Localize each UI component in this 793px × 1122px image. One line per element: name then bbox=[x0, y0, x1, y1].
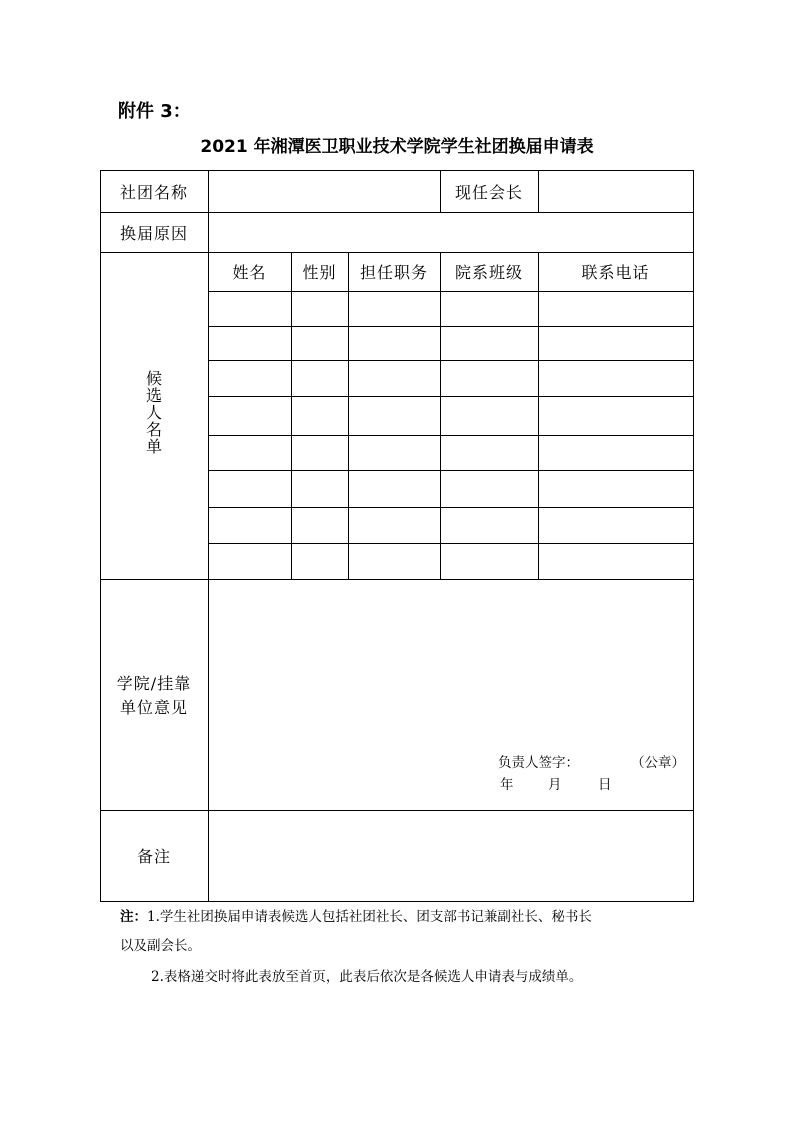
candidates-label-char: 单 bbox=[145, 437, 162, 456]
candidate-gender-cell[interactable] bbox=[292, 508, 348, 543]
college-opinion-label bbox=[100, 672, 208, 720]
change-reason-field[interactable] bbox=[209, 213, 693, 252]
candidate-position-cell[interactable] bbox=[349, 544, 440, 579]
candidate-class-cell[interactable] bbox=[441, 436, 538, 470]
candidates-label-char: 名 bbox=[145, 420, 162, 439]
header-position: 担任职务 bbox=[359, 263, 428, 282]
candidate-gender-cell[interactable] bbox=[292, 292, 348, 326]
change-reason-label: 换届原因 bbox=[119, 223, 188, 243]
candidate-name-cell[interactable] bbox=[209, 471, 291, 507]
candidate-position-cell[interactable] bbox=[349, 508, 440, 543]
candidate-phone-cell[interactable] bbox=[539, 471, 693, 507]
current-president-label: 现任会长 bbox=[454, 182, 523, 202]
candidates-label-char: 人 bbox=[145, 403, 162, 422]
candidate-phone-cell[interactable] bbox=[539, 436, 693, 470]
application-form bbox=[100, 170, 694, 902]
attachment-label: 附件 3： bbox=[118, 101, 191, 122]
note-1-line-2: 以及副会长。 bbox=[120, 938, 201, 954]
candidate-gender-cell[interactable] bbox=[292, 397, 348, 435]
candidate-name-cell[interactable] bbox=[209, 292, 291, 326]
note-2: 2.表格递交时将此表放至首页，此表后依次是各候选人申请表与成绩单。 bbox=[151, 969, 583, 985]
date-day-label: 日 bbox=[598, 777, 612, 793]
candidate-phone-cell[interactable] bbox=[539, 397, 693, 435]
candidate-position-cell[interactable] bbox=[349, 471, 440, 507]
candidate-name-cell[interactable] bbox=[209, 361, 291, 396]
candidate-class-cell[interactable] bbox=[441, 327, 538, 360]
candidate-class-cell[interactable] bbox=[441, 361, 538, 396]
header-department-class: 院系班级 bbox=[454, 263, 523, 282]
college-opinion-field[interactable] bbox=[209, 580, 693, 810]
candidate-gender-cell[interactable] bbox=[292, 327, 348, 360]
candidate-phone-cell[interactable] bbox=[539, 327, 693, 360]
candidate-gender-cell[interactable] bbox=[292, 544, 348, 579]
candidate-name-cell[interactable] bbox=[209, 397, 291, 435]
candidate-name-cell[interactable] bbox=[209, 544, 291, 579]
header-name: 姓名 bbox=[232, 263, 267, 282]
candidate-phone-cell[interactable] bbox=[539, 544, 693, 579]
current-president-field[interactable] bbox=[539, 171, 693, 212]
signature-label: 负责人签字： bbox=[498, 755, 579, 771]
candidate-position-cell[interactable] bbox=[349, 327, 440, 360]
club-name-label: 社团名称 bbox=[119, 182, 188, 202]
candidate-phone-cell[interactable] bbox=[539, 361, 693, 396]
seal-label: （公章） bbox=[631, 755, 685, 771]
candidate-class-cell[interactable] bbox=[441, 508, 538, 543]
candidates-label-char: 选 bbox=[145, 386, 162, 405]
date-month-label: 月 bbox=[548, 777, 562, 793]
candidate-gender-cell[interactable] bbox=[292, 471, 348, 507]
date-year-label: 年 bbox=[500, 777, 514, 793]
note-prefix: 注： bbox=[120, 909, 147, 925]
header-phone: 联系电话 bbox=[581, 263, 650, 282]
candidates-label bbox=[100, 370, 208, 455]
candidates-label-char: 候 bbox=[145, 369, 162, 388]
note-1-line-1 bbox=[120, 905, 592, 925]
candidate-gender-cell[interactable] bbox=[292, 361, 348, 396]
club-name-field[interactable] bbox=[209, 171, 440, 212]
candidate-phone-cell[interactable] bbox=[539, 292, 693, 326]
candidate-phone-cell[interactable] bbox=[539, 508, 693, 543]
candidate-position-cell[interactable] bbox=[349, 436, 440, 470]
header-gender: 性别 bbox=[302, 263, 337, 282]
candidate-name-cell[interactable] bbox=[209, 327, 291, 360]
candidate-gender-cell[interactable] bbox=[292, 436, 348, 470]
candidate-class-cell[interactable] bbox=[441, 544, 538, 579]
candidate-name-cell[interactable] bbox=[209, 508, 291, 543]
candidate-position-cell[interactable] bbox=[349, 292, 440, 326]
remarks-label: 备注 bbox=[136, 847, 171, 866]
candidate-position-cell[interactable] bbox=[349, 397, 440, 435]
candidate-class-cell[interactable] bbox=[441, 397, 538, 435]
candidate-class-cell[interactable] bbox=[441, 471, 538, 507]
college-opinion-label-line1: 学院/挂靠 bbox=[116, 674, 192, 693]
form-title: 2021 年湘潭医卫职业技术学院学生社团换届申请表 bbox=[200, 137, 594, 157]
college-opinion-label-line2: 单位意见 bbox=[119, 698, 188, 717]
candidate-class-cell[interactable] bbox=[441, 292, 538, 326]
candidate-name-cell[interactable] bbox=[209, 436, 291, 470]
remarks-field[interactable] bbox=[209, 811, 693, 901]
candidate-position-cell[interactable] bbox=[349, 361, 440, 396]
note-1-text: 1.学生社团换届申请表候选人包括社团社长、团支部书记兼副社长、秘书长 bbox=[147, 909, 592, 925]
